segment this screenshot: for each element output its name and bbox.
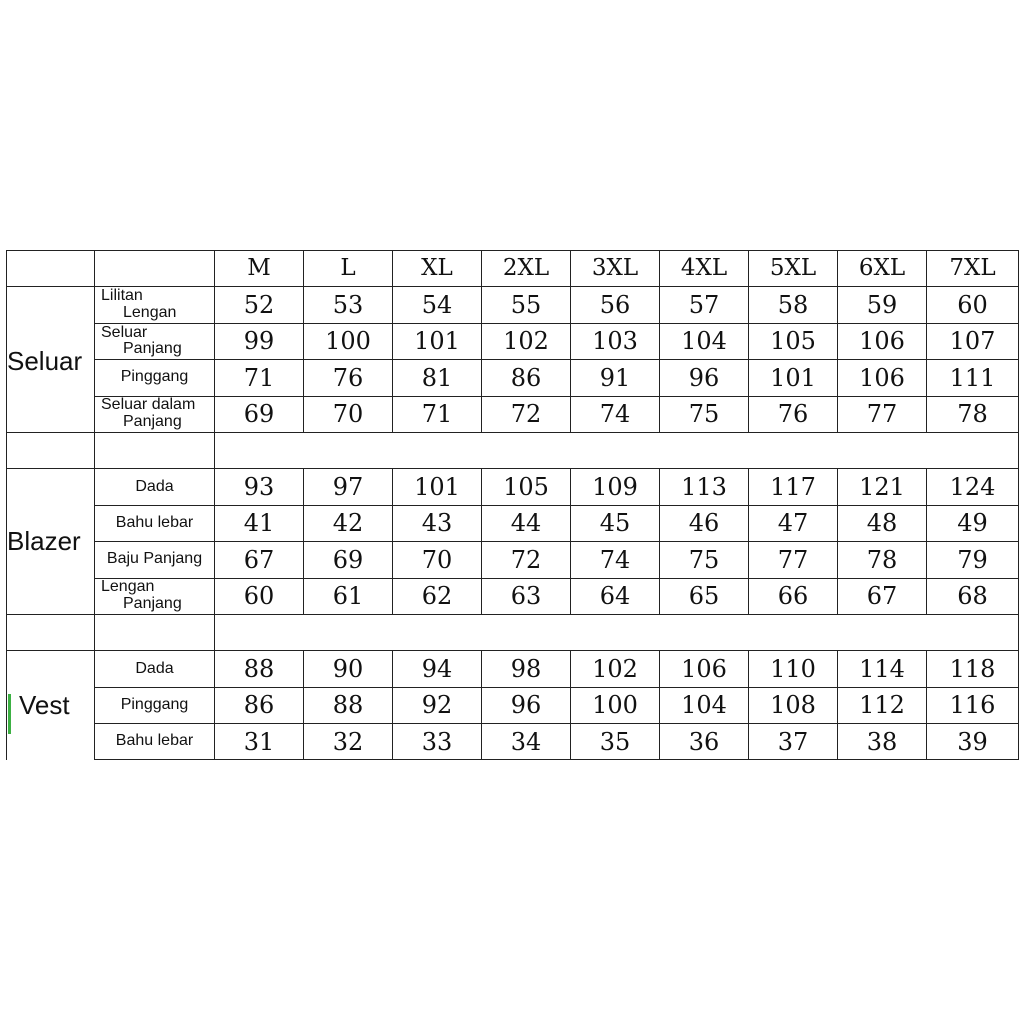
value-cell: 92: [393, 687, 482, 723]
value-cell: 110: [749, 651, 838, 687]
size-header: 4XL: [660, 251, 749, 287]
value-cell: 107: [927, 323, 1019, 359]
value-cell: 42: [304, 505, 393, 541]
value-cell: 70: [393, 542, 482, 578]
spacer-cell: [215, 432, 1019, 468]
value-cell: 47: [749, 505, 838, 541]
value-cell: 60: [215, 578, 304, 614]
value-cell: 74: [571, 396, 660, 432]
table-row: [7, 687, 1019, 723]
measurement-label: [95, 505, 215, 541]
value-cell: 74: [571, 542, 660, 578]
size-header: XL: [393, 251, 482, 287]
value-cell: 45: [571, 505, 660, 541]
value-cell: 57: [660, 287, 749, 323]
value-cell: 109: [571, 469, 660, 505]
measurement-label: [95, 651, 215, 687]
value-cell: 49: [927, 505, 1019, 541]
value-cell: 75: [660, 542, 749, 578]
measurement-line-1: Bahu lebar: [115, 732, 194, 750]
value-cell: 88: [304, 687, 393, 723]
value-cell: 106: [838, 323, 927, 359]
value-cell: 114: [838, 651, 927, 687]
value-cell: 36: [660, 724, 749, 760]
value-cell: 101: [393, 469, 482, 505]
value-cell: 75: [660, 396, 749, 432]
size-header: 2XL: [482, 251, 571, 287]
value-cell: 91: [571, 360, 660, 396]
size-header: L: [304, 251, 393, 287]
measurement-label: [95, 578, 215, 614]
measurement-label: [95, 360, 215, 396]
value-cell: 71: [215, 360, 304, 396]
table-row: [7, 323, 1019, 359]
spacer-row: [7, 614, 1019, 650]
value-cell: 90: [304, 651, 393, 687]
value-cell: 98: [482, 651, 571, 687]
value-cell: 96: [482, 687, 571, 723]
value-cell: 66: [749, 578, 838, 614]
value-cell: 72: [482, 396, 571, 432]
header-corner-cell: [7, 251, 95, 287]
measurement-label: [95, 724, 215, 760]
size-chart-table: [6, 250, 1019, 760]
header-measure-cell: [95, 251, 215, 287]
spacer-cell: [215, 614, 1019, 650]
value-cell: 59: [838, 287, 927, 323]
value-cell: 76: [304, 360, 393, 396]
value-cell: 62: [393, 578, 482, 614]
measurement-label: [95, 469, 215, 505]
value-cell: 102: [482, 323, 571, 359]
value-cell: 56: [571, 287, 660, 323]
value-cell: 103: [571, 323, 660, 359]
measurement-line-2: Lengan: [123, 304, 177, 322]
value-cell: 33: [393, 724, 482, 760]
spacer-cell: [95, 432, 215, 468]
measurement-label: [95, 323, 215, 359]
value-cell: 55: [482, 287, 571, 323]
size-header: 7XL: [927, 251, 1019, 287]
value-cell: 111: [927, 360, 1019, 396]
value-cell: 53: [304, 287, 393, 323]
value-cell: 60: [927, 287, 1019, 323]
table-row: [7, 542, 1019, 578]
value-cell: 86: [215, 687, 304, 723]
value-cell: 121: [838, 469, 927, 505]
value-cell: 67: [215, 542, 304, 578]
value-cell: 101: [749, 360, 838, 396]
value-cell: 78: [927, 396, 1019, 432]
value-cell: 76: [749, 396, 838, 432]
category-vest: [7, 651, 95, 760]
value-cell: 106: [838, 360, 927, 396]
value-cell: 54: [393, 287, 482, 323]
category-label: Vest: [19, 690, 70, 721]
table-row: [7, 360, 1019, 396]
header-row: [7, 251, 1019, 287]
value-cell: 106: [660, 651, 749, 687]
value-cell: 97: [304, 469, 393, 505]
value-cell: 70: [304, 396, 393, 432]
value-cell: 105: [749, 323, 838, 359]
measurement-line-1: Dada: [135, 477, 174, 495]
value-cell: 101: [393, 323, 482, 359]
value-cell: 63: [482, 578, 571, 614]
value-cell: 69: [304, 542, 393, 578]
value-cell: 48: [838, 505, 927, 541]
table-body: [7, 251, 1019, 760]
value-cell: 100: [571, 687, 660, 723]
value-cell: 44: [482, 505, 571, 541]
measurement-line-1: Lengan: [101, 578, 155, 596]
value-cell: 64: [571, 578, 660, 614]
value-cell: 65: [660, 578, 749, 614]
vest-accent-bar: [8, 694, 11, 734]
value-cell: 100: [304, 323, 393, 359]
value-cell: 71: [393, 396, 482, 432]
value-cell: 99: [215, 323, 304, 359]
value-cell: 31: [215, 724, 304, 760]
value-cell: 41: [215, 505, 304, 541]
measurement-line-1: Pinggang: [120, 368, 189, 386]
table-row: [7, 578, 1019, 614]
spacer-row: [7, 432, 1019, 468]
category-seluar: [7, 287, 95, 433]
value-cell: 113: [660, 469, 749, 505]
value-cell: 116: [927, 687, 1019, 723]
value-cell: 86: [482, 360, 571, 396]
category-label: Seluar: [7, 346, 83, 377]
value-cell: 108: [749, 687, 838, 723]
table-row: [7, 287, 1019, 323]
measurement-line-1: Pinggang: [120, 695, 189, 713]
value-cell: 69: [215, 396, 304, 432]
value-cell: 39: [927, 724, 1019, 760]
value-cell: 94: [393, 651, 482, 687]
value-cell: 79: [927, 542, 1019, 578]
size-header: M: [215, 251, 304, 287]
value-cell: 96: [660, 360, 749, 396]
measurement-label: [95, 687, 215, 723]
value-cell: 104: [660, 687, 749, 723]
size-header: 5XL: [749, 251, 838, 287]
value-cell: 78: [838, 542, 927, 578]
measurement-line-1: Dada: [135, 659, 174, 677]
spacer-cell: [95, 614, 215, 650]
category-label: Blazer: [7, 526, 81, 557]
value-cell: 67: [838, 578, 927, 614]
table-row: [7, 505, 1019, 541]
size-header: 6XL: [838, 251, 927, 287]
value-cell: 102: [571, 651, 660, 687]
value-cell: 52: [215, 287, 304, 323]
measurement-line-1: Lilitan: [101, 287, 143, 305]
measurement-line-2: Panjang: [123, 413, 182, 431]
table-row: [7, 469, 1019, 505]
value-cell: 104: [660, 323, 749, 359]
value-cell: 118: [927, 651, 1019, 687]
value-cell: 117: [749, 469, 838, 505]
size-header: 3XL: [571, 251, 660, 287]
value-cell: 46: [660, 505, 749, 541]
value-cell: 124: [927, 469, 1019, 505]
spacer-cell: [7, 432, 95, 468]
measurement-line-1: Baju Panjang: [106, 550, 203, 568]
spacer-cell: [7, 614, 95, 650]
value-cell: 77: [838, 396, 927, 432]
measurement-line-1: Seluar dalam: [101, 396, 196, 414]
measurement-line-2: Panjang: [123, 340, 182, 358]
table-row: [7, 724, 1019, 760]
category-blazer: [7, 469, 95, 615]
table-row: [7, 396, 1019, 432]
value-cell: 32: [304, 724, 393, 760]
value-cell: 61: [304, 578, 393, 614]
value-cell: 112: [838, 687, 927, 723]
value-cell: 43: [393, 505, 482, 541]
value-cell: 34: [482, 724, 571, 760]
value-cell: 88: [215, 651, 304, 687]
table-row: [7, 651, 1019, 687]
measurement-line-1: Bahu lebar: [115, 514, 194, 532]
measurement-line-2: Panjang: [123, 595, 182, 613]
value-cell: 68: [927, 578, 1019, 614]
measurement-label: [95, 396, 215, 432]
measurement-label: [95, 287, 215, 323]
value-cell: 105: [482, 469, 571, 505]
value-cell: 77: [749, 542, 838, 578]
measurement-label: [95, 542, 215, 578]
value-cell: 72: [482, 542, 571, 578]
value-cell: 35: [571, 724, 660, 760]
value-cell: 81: [393, 360, 482, 396]
measurement-line-1: Seluar: [101, 323, 148, 341]
value-cell: 58: [749, 287, 838, 323]
value-cell: 93: [215, 469, 304, 505]
value-cell: 38: [838, 724, 927, 760]
value-cell: 37: [749, 724, 838, 760]
